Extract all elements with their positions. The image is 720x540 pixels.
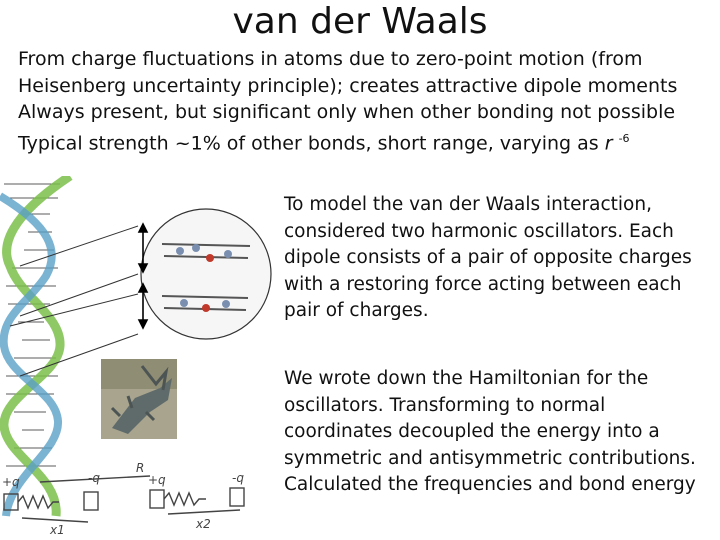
sketch-label: +q — [2, 475, 20, 489]
dna-helix-image — [0, 176, 70, 516]
gecko-photo — [101, 359, 177, 439]
paragraph-line: symmetric and antisymmetric contributions. — [284, 447, 696, 469]
paragraph-line: Calculated the frequencies and bond energy — [284, 474, 696, 495]
slide-title: van der Waals — [232, 1, 488, 42]
intro-line: Heisenberg uncertainty principle); creates attractive dipole moments — [18, 74, 678, 97]
sketch-label: x1 — [50, 523, 65, 537]
sketch-label: R — [136, 461, 145, 475]
sketch-label: -q — [232, 471, 244, 485]
oscillator-model-paragraph — [284, 192, 720, 325]
paragraph-line: with a restoring force acting between each — [284, 273, 682, 295]
paragraph-line: pair of charges. — [284, 300, 429, 321]
intro-line: From charge fluctuations in atoms due to zero-point motion (from — [18, 48, 643, 70]
r-exponent: -6 — [618, 131, 630, 145]
paragraph-line: We wrote down the Hamiltonian for the — [284, 368, 649, 389]
r-variable: r — [604, 131, 613, 154]
sketch-label: +q — [148, 473, 166, 487]
illustration — [0, 176, 282, 540]
paragraph-line: coordinates decoupled the energy into a — [284, 421, 660, 442]
intro-text — [18, 46, 718, 156]
paragraph-line: oscillators. Transforming to normal — [284, 394, 606, 416]
paragraph-line: considered two harmonic oscillators. Each — [284, 220, 674, 242]
hamiltonian-paragraph — [284, 366, 720, 499]
sketch-label: x2 — [196, 517, 211, 531]
paragraph-line: dipole consists of a pair of opposite charges — [284, 247, 692, 268]
intro-line: Always present, but significant only when other bonding not possible — [18, 101, 676, 123]
sketch-label: -q — [88, 471, 100, 485]
paragraph-line: To model the van der Waals interaction, — [284, 194, 652, 215]
strength-line: Typical strength ~1% of other bonds, short range, varying as r $^{-6}$ — [18, 131, 630, 154]
